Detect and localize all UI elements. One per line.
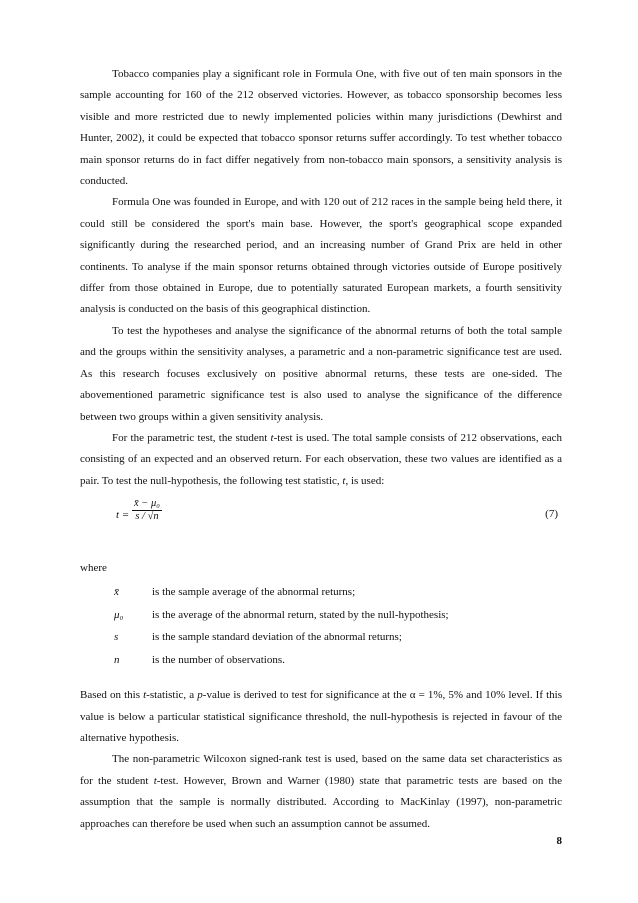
definition-row (80, 649, 562, 672)
definition-row (80, 604, 562, 627)
definition-symbol: μ₀ (114, 608, 124, 621)
equation-7 (80, 496, 562, 544)
equation-numerator: x̄ − μ₀ (134, 498, 160, 510)
equation-number: (7) (545, 508, 558, 521)
paragraph-parametric-test: For the parametric test, the student t-test is used. The total sample consists of 212 observations, each consisting of an expected and an observed return. For each observation, these two values are identified as a pair. To test the null-hypothesis, the following test statistic, t, is used: (80, 431, 562, 487)
paragraph-tobacco: Tobacco companies play a significant role in Formula One, with five out of ten main sponsors in the sample accounting for 160 of the 212 observed victories. However, as tobacco sponsorship becomes less visible and more restricted due to newly implemented policies within many jurisdictions (Dewhirst and Hunter, 2002), it could be expected that tobacco sponsor returns suffer accordingly. To test whether tobacco main sponsor returns do in fact differ negatively from non-tobacco main sponsors, a sensitivity analysis is conducted. (80, 68, 562, 188)
definition-list (80, 581, 562, 671)
page-number: 8 (556, 835, 562, 847)
definition-text: is the sample standard deviation of the abnormal returns; (152, 631, 402, 644)
paragraph-hypotheses: To test the hypotheses and analyse the significance of the abnormal returns of both the total sample and the groups within the sensitivity analyses, a parametric and a non-parametric significance test are used. As this research focuses exclusively on positive abnormal returns, these tests are one-sided. The abovementioned parametric significance test is also used to analyse the significance of the difference between two groups within a given sensitivity analysis. (80, 324, 562, 423)
definition-symbol: x̄ (114, 586, 119, 599)
definition-text: is the number of observations. (152, 653, 285, 666)
definition-text: is the average of the abnormal return, stated by the null-hypothesis; (152, 608, 449, 621)
definition-symbol: n (114, 653, 120, 666)
equation-lhs: t = (116, 509, 130, 522)
paragraph-europe: Formula One was founded in Europe, and with 120 out of 212 races in the sample being held there, it could still be considered the sport's main base. However, the sport's geographical scope expanded significantly during the researched period, and an increasing number of Grand Prix are held in other continents. To analyse if the main sponsor returns obtained through victories outside of Europe positively differ from those obtained in Europe, due to potentially saturated European markets, a fourth sensitivity analysis is conducted on the basis of this geographical distinction. (80, 196, 562, 316)
where-label: where (80, 562, 107, 575)
paragraph-p-value: Based on this t-statistic, a p-value is derived to test for significance at the α = 1%, 5% and 10% level. If this value is below a particular statistical significance threshold, the null-hypothesis is rejected in favour of the alternative hypothesis. (80, 689, 562, 744)
definition-row (80, 626, 562, 649)
paragraph-wilcoxon: The non-parametric Wilcoxon signed-rank test is used, based on the same data set characteristics as for the student t-test. However, Brown and Warner (1980) state that parametric tests are based on the assumption that the sample is normally distributed. According to MacKinlay (1997), non-parametric approaches can therefore be used when such an assumption cannot be assumed. (80, 753, 562, 830)
definition-row (80, 581, 562, 604)
definition-text: is the sample average of the abnormal returns; (152, 586, 356, 599)
page-body (80, 64, 562, 835)
equation-fraction (132, 498, 162, 522)
equation-denominator: s / √n (135, 511, 159, 523)
definition-symbol: s (114, 631, 119, 644)
